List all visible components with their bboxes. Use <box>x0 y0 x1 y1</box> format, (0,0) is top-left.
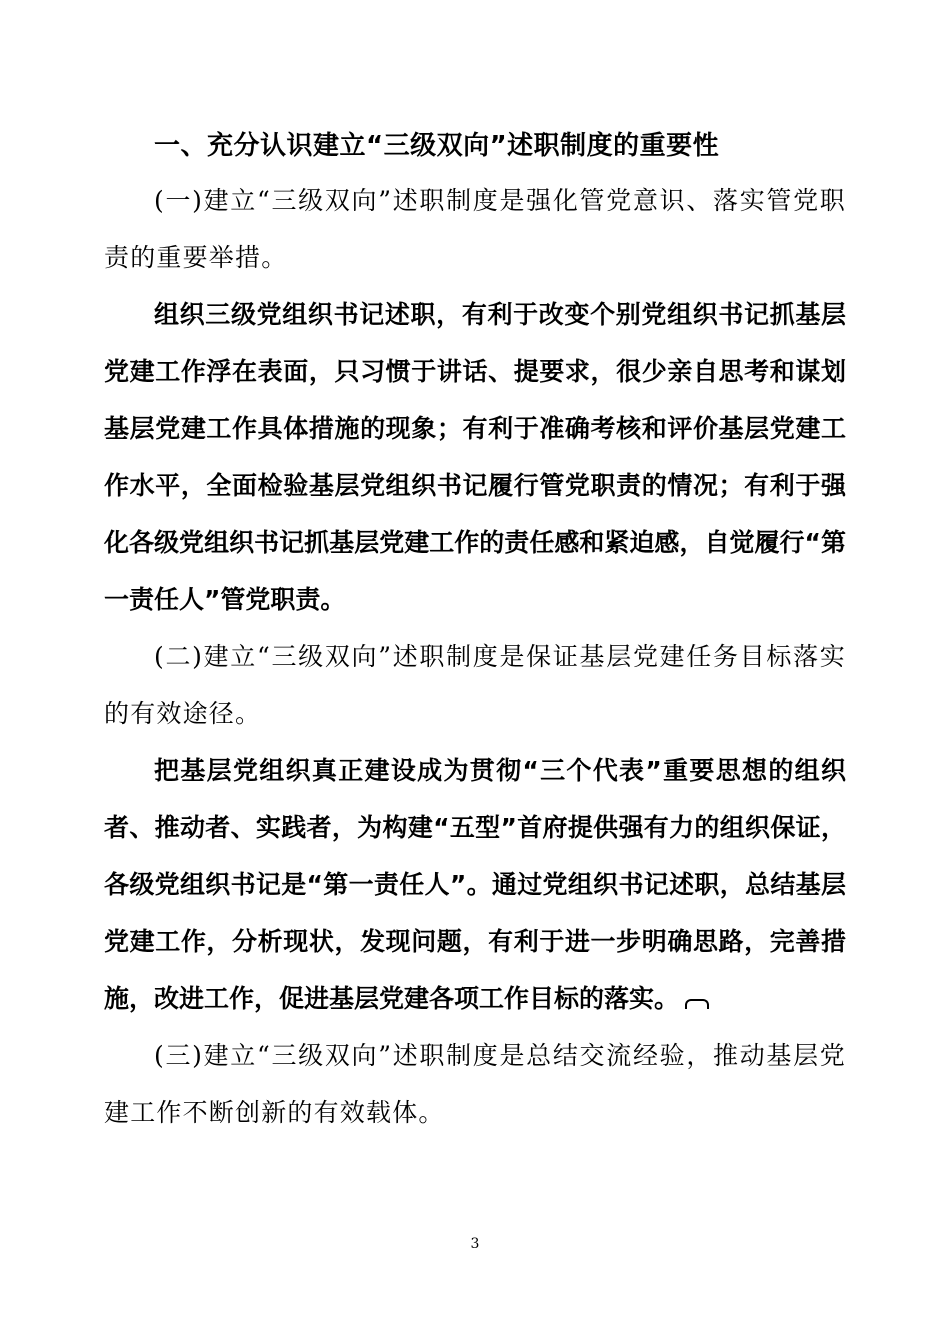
subheading-3: (三)建立“三级双向”述职制度是总结交流经验，推动基层党建工作不断创新的有效载体。 <box>104 1041 846 1127</box>
paragraph-1: 组织三级党组织书记述职，有利于改变个别党组织书记抓基层党建工作浮在表面，只习惯于讲话、提要求，很少亲自思考和谋划基层党建工作具体措施的现象；有利于准确考核和评价基层党建工作水平，全面检验基层党组织书记履行管党职责的情况；有利于强化各级党组织书记抓基层党建工作的责任感和紧迫感，自觉履行“第一责任人”管党职责。 <box>104 300 846 614</box>
paragraph-2: 把基层党组织真正建设成为贯彻“三个代表”重要思想的组织者、推动者、实践者，为构建“五型”首府提供强有力的组织保证，各级党组织书记是“第一责任人”。通过党组织书记述职，总结基层党建工作，分析现状，发现问题，有利于进一步明确思路，完善措施，改进工作，促进基层党建各项工作目标的落实。 <box>104 756 846 1013</box>
edit-mark-icon <box>685 999 709 1009</box>
subheading-2: (二)建立“三级双向”述职制度是保证基层党建任务目标落实的有效途径。 <box>104 642 846 728</box>
subheading-1: (一)建立“三级双向”述职制度是强化管党意识、落实管党职责的重要举措。 <box>104 186 846 272</box>
paragraph-2-wrapper <box>104 742 846 1027</box>
document-body <box>104 120 846 1141</box>
section-heading: 一、充分认识建立“三级双向”述职制度的重要性 <box>154 131 720 161</box>
page-number: 3 <box>470 1236 480 1252</box>
